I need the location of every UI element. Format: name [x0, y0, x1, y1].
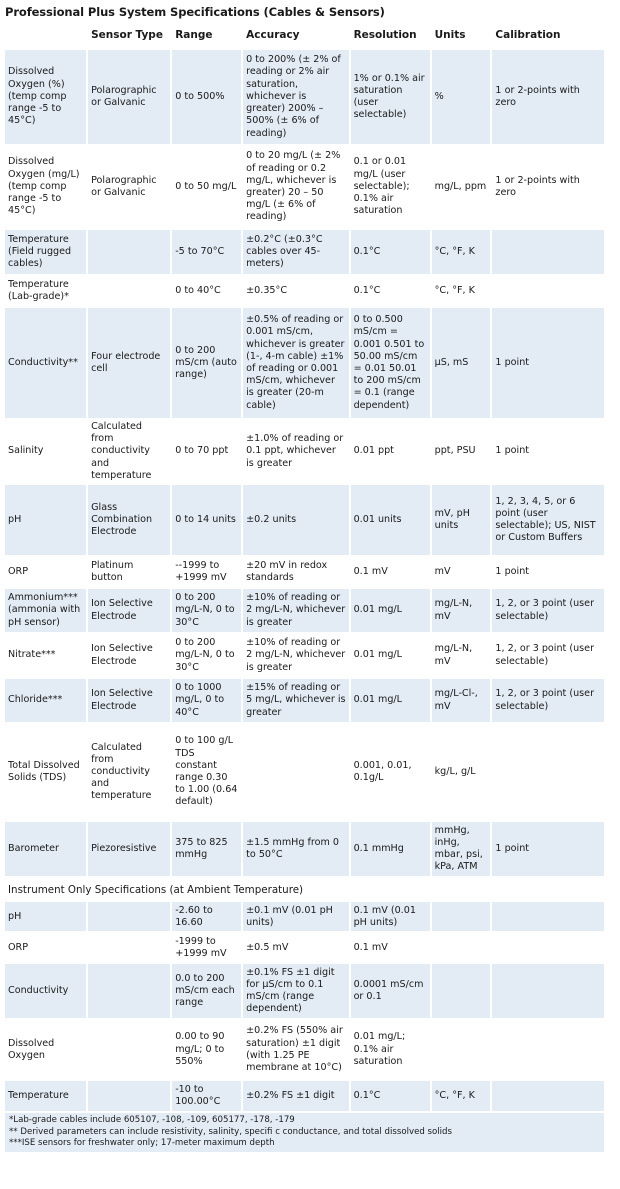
table-cell: 1 point	[492, 557, 604, 587]
table-row	[5, 276, 604, 306]
table-cell: -5 to 70°C	[172, 230, 241, 274]
table-cell: 1 point	[492, 420, 604, 483]
table-cell	[88, 902, 170, 931]
table-cell: Chloride***	[5, 679, 86, 722]
table-row	[5, 822, 604, 876]
table-cell: mg/L-N, mV	[432, 589, 491, 632]
table-cell: ±0.5 mV	[243, 933, 348, 962]
table-cell: Calculated from conductivity and temperature	[88, 420, 170, 483]
table-cell: Glass Combination Electrode	[88, 485, 170, 555]
table-cell	[432, 1020, 491, 1079]
table-cell	[88, 1081, 170, 1111]
table-cell	[432, 933, 491, 962]
table-cell: ±0.35°C	[243, 276, 348, 306]
table-row	[5, 724, 604, 820]
table-cell: 0.01 units	[351, 485, 430, 555]
table-cell: 0 to 70 ppt	[172, 420, 241, 483]
column-header	[5, 22, 86, 48]
table-cell: mg/L, ppm	[432, 146, 491, 228]
footnote: ** Derived parameters can include resistivity, salinity, specifi c conductance, and total dissolved solids	[9, 1126, 452, 1137]
table-cell: 0.1°C	[351, 1081, 430, 1111]
table-cell: Dissolved Oxygen (%) (temp comp range -5 to 45°C)	[5, 50, 86, 144]
table-cell: Dissolved Oxygen (mg/L) (temp comp range -5 to 45°C)	[5, 146, 86, 228]
table-cell: Ion Selective Electrode	[88, 679, 170, 722]
table-cell: 0.01 mg/L	[351, 589, 430, 632]
table-cell: 0.001, 0.01, 0.1g/L	[351, 724, 430, 820]
table-row	[5, 1081, 604, 1111]
table-cell: Temperature (Lab-grade)*	[5, 276, 86, 306]
table-row	[5, 50, 604, 144]
table-cell: 0.0001 mS/cm or 0.1	[351, 964, 430, 1018]
table-cell: 0.01 mg/L; 0.1% air saturation	[351, 1020, 430, 1079]
table-cell: Temperature (Field rugged cables)	[5, 230, 86, 274]
table-cell: 0.1°C	[351, 230, 430, 274]
table-cell	[432, 902, 491, 931]
table-cell: Barometer	[5, 822, 86, 876]
table-cell: Temperature	[5, 1081, 86, 1111]
table-row	[5, 308, 604, 418]
table-cell	[492, 724, 604, 820]
table-cell: ±0.2% FS (550% air saturation) ±1 digit (with 1.25 PE membrane at 10°C)	[243, 1020, 348, 1079]
table-cell: 0.1 mV	[351, 557, 430, 587]
table-cell: mV, pH units	[432, 485, 491, 555]
table-cell: ±0.1% FS ±1 digit for µS/cm to 0.1 mS/cm (range dependent)	[243, 964, 348, 1018]
table-cell: ±0.5% of reading or 0.001 mS/cm, whichever is greater (1-, 4-m cable) ±1% of reading or 0.001 mS/cm, whichever is greater (20-m cable)	[243, 308, 348, 418]
table-row	[5, 902, 604, 931]
table-cell: ORP	[5, 933, 86, 962]
table-cell: Salinity	[5, 420, 86, 483]
table-cell	[88, 964, 170, 1018]
table-cell: 0.00 to 90 mg/L; 0 to 550%	[172, 1020, 241, 1079]
table-cell: ±0.2 units	[243, 485, 348, 555]
table-cell: ±20 mV in redox standards	[243, 557, 348, 587]
table-cell: °C, °F, K	[432, 276, 491, 306]
table-cell: Ion Selective Electrode	[88, 589, 170, 632]
table-cell: 1, 2, or 3 point (user selectable)	[492, 679, 604, 722]
table-cell: °C, °F, K	[432, 1081, 491, 1111]
table-cell: 0 to 50 mg/L	[172, 146, 241, 228]
table-cell: -1999 to +1999 mV	[172, 933, 241, 962]
table-row	[5, 589, 604, 632]
table-cell: °C, °F, K	[432, 230, 491, 274]
table-cell: Total Dissolved Solids (TDS)	[5, 724, 86, 820]
table-cell	[492, 902, 604, 931]
table-cell: 0 to 100 g/L TDS constant range 0.30 to 1.00 (0.64 default)	[172, 724, 241, 820]
table-cell: Polarographic or Galvanic	[88, 50, 170, 144]
table-cell: 1 or 2-points with zero	[492, 146, 604, 228]
column-header: Accuracy	[243, 22, 348, 48]
instrument-section-title: Instrument Only Specifications (at Ambient Temperature)	[5, 878, 604, 900]
table-cell: 1, 2, or 3 point (user selectable)	[492, 589, 604, 632]
table-cell: 0.01 ppt	[351, 420, 430, 483]
table-cell: ORP	[5, 557, 86, 587]
table-cell: Conductivity**	[5, 308, 86, 418]
table-cell	[88, 933, 170, 962]
table-cell: ±0.1 mV (0.01 pH units)	[243, 902, 348, 931]
table-cell: -10 to 100.00°C	[172, 1081, 241, 1111]
table-cell: mg/L-N, mV	[432, 634, 491, 677]
table-cell: Nitrate***	[5, 634, 86, 677]
table-cell: 0 to 1000 mg/L, 0 to 40°C	[172, 679, 241, 722]
footnote: ***ISE sensors for freshwater only; 17-meter maximum depth	[9, 1138, 275, 1149]
table-cell: Polarographic or Galvanic	[88, 146, 170, 228]
table-cell	[88, 230, 170, 274]
table-row	[5, 1020, 604, 1079]
header-row	[5, 22, 604, 48]
table-cell: 1, 2, or 3 point (user selectable)	[492, 634, 604, 677]
table-cell: pH	[5, 902, 86, 931]
table-cell	[88, 276, 170, 306]
table-cell: 0.01 mg/L	[351, 679, 430, 722]
main-table-body	[5, 50, 604, 876]
table-cell: 0.01 mg/L	[351, 634, 430, 677]
column-header: Units	[432, 22, 491, 48]
table-cell: ±0.2°C (±0.3°C cables over 45-meters)	[243, 230, 348, 274]
table-cell: 0.1 mV	[351, 933, 430, 962]
table-cell: 1 or 2-points with zero	[492, 50, 604, 144]
table-cell: ±10% of reading or 2 mg/L-N, whichever is greater	[243, 589, 348, 632]
table-cell: mV	[432, 557, 491, 587]
table-cell: 1, 2, 3, 4, 5, or 6 point (user selectable); US, NIST or Custom Buffers	[492, 485, 604, 555]
table-cell: 0 to 20 mg/L (± 2% of reading or 0.2 mg/L, whichever is greater) 20 – 50 mg/L (± 6% of reading)	[243, 146, 348, 228]
table-row	[5, 420, 604, 483]
table-cell	[492, 933, 604, 962]
table-cell: Ion Selective Electrode	[88, 634, 170, 677]
table-cell: Conductivity	[5, 964, 86, 1018]
table-row	[5, 634, 604, 677]
table-row	[5, 679, 604, 722]
footnote: *Lab-grade cables include 605107, -108, -109, 605177, -178, -179	[9, 1115, 295, 1126]
footnotes	[5, 1113, 604, 1152]
instrument-section	[5, 878, 604, 900]
table-cell: -2.60 to 16.60	[172, 902, 241, 931]
table-cell: 0 to 200 mg/L-N, 0 to 30°C	[172, 589, 241, 632]
table-cell: ±1.0% of reading or 0.1 ppt, whichever is greater	[243, 420, 348, 483]
table-cell	[492, 1081, 604, 1111]
page-title: Professional Plus System Specifications (Cables & Sensors)	[5, 5, 385, 19]
table-cell: 0.1 mV (0.01 pH units)	[351, 902, 430, 931]
table-cell: 0.1 mmHg	[351, 822, 430, 876]
table-row	[5, 557, 604, 587]
table-cell: pH	[5, 485, 86, 555]
table-cell: µS, mS	[432, 308, 491, 418]
table-cell: ±10% of reading or 2 mg/L-N, whichever is greater	[243, 634, 348, 677]
table-cell	[243, 724, 348, 820]
section-row	[5, 878, 604, 900]
table-cell: 0.1 or 0.01 mg/L (user selectable); 0.1% air saturation	[351, 146, 430, 228]
column-header: Resolution	[351, 22, 430, 48]
spec-table	[3, 20, 606, 1154]
table-cell: Ammonium*** (ammonia with pH sensor)	[5, 589, 86, 632]
table-cell: 1% or 0.1% air saturation (user selectable)	[351, 50, 430, 144]
table-row	[5, 933, 604, 962]
column-header: Calibration	[492, 22, 604, 48]
table-cell	[492, 230, 604, 274]
table-cell: Piezoresistive	[88, 822, 170, 876]
table-row	[5, 230, 604, 274]
table-cell: 0.1°C	[351, 276, 430, 306]
table-row	[5, 485, 604, 555]
table-cell: 0 to 200 mg/L-N, 0 to 30°C	[172, 634, 241, 677]
table-cell	[492, 276, 604, 306]
table-row	[5, 146, 604, 228]
column-header: Sensor Type	[88, 22, 170, 48]
table-cell: %	[432, 50, 491, 144]
instrument-table-body	[5, 902, 604, 1111]
table-cell: Four electrode cell	[88, 308, 170, 418]
table-cell: 1 point	[492, 822, 604, 876]
table-cell: 0 to 200% (± 2% of reading or 2% air saturation, whichever is greater) 200% – 500% (± 6% of reading)	[243, 50, 348, 144]
table-cell: 0 to 500%	[172, 50, 241, 144]
table-cell: Platinum button	[88, 557, 170, 587]
table-cell: ±0.2% FS ±1 digit	[243, 1081, 348, 1111]
table-cell: 0 to 0.500 mS/cm = 0.001 0.501 to 50.00 mS/cm = 0.01 50.01 to 200 mS/cm = 0.1 (range dependent)	[351, 308, 430, 418]
table-cell: ±15% of reading or 5 mg/L, whichever is greater	[243, 679, 348, 722]
table-cell: 0 to 14 units	[172, 485, 241, 555]
table-cell: 375 to 825 mmHg	[172, 822, 241, 876]
table-cell: 1 point	[492, 308, 604, 418]
table-row	[5, 964, 604, 1018]
table-cell: Calculated from conductivity and temperature	[88, 724, 170, 820]
table-cell: ±1.5 mmHg from 0 to 50°C	[243, 822, 348, 876]
table-cell: Dissolved Oxygen	[5, 1020, 86, 1079]
table-cell: 0.0 to 200 mS/cm each range	[172, 964, 241, 1018]
footnotes-row	[5, 1113, 604, 1152]
table-cell: mg/L-Cl-, mV	[432, 679, 491, 722]
table-cell	[492, 964, 604, 1018]
table-cell: 0 to 40°C	[172, 276, 241, 306]
table-cell	[88, 1020, 170, 1079]
table-cell	[492, 1020, 604, 1079]
table-cell: 0 to 200 mS/cm (auto range)	[172, 308, 241, 418]
table-cell: kg/L, g/L	[432, 724, 491, 820]
column-header: Range	[172, 22, 241, 48]
table-cell	[432, 964, 491, 1018]
table-cell: ppt, PSU	[432, 420, 491, 483]
table-cell: mmHg, inHg, mbar, psi, kPa, ATM	[432, 822, 491, 876]
table-cell: --1999 to +1999 mV	[172, 557, 241, 587]
